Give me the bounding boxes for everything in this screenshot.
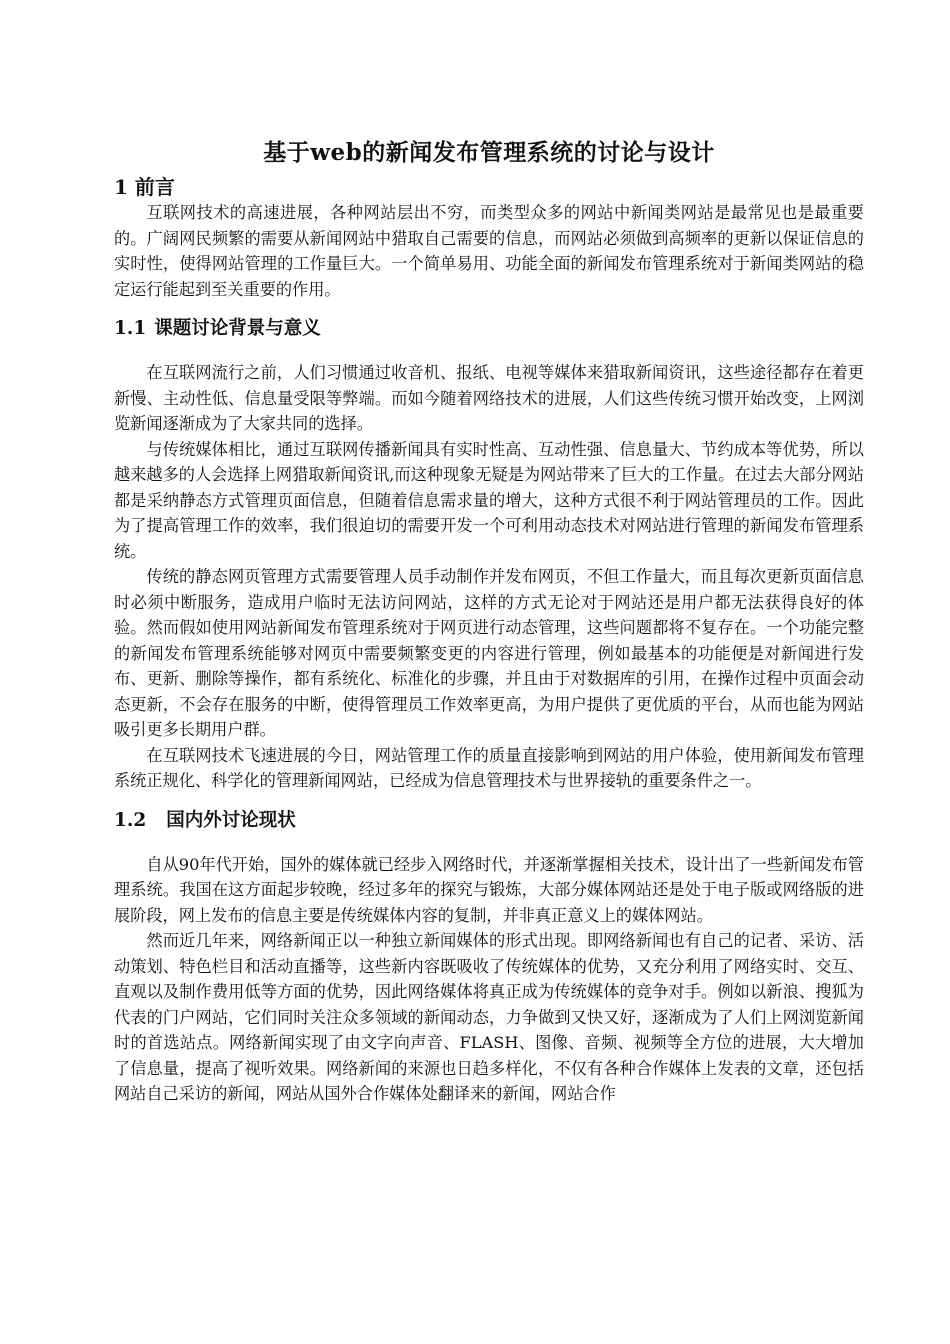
document-page: [114, 126, 864, 1107]
paragraph: 传统的静态网页管理方式需要管理人员手动制作并发布网页，不但工作量大，而且每次更新页面信息时必须中断服务，造成用户临时无法访问网站，这样的方式无论对于网站还是用户都无法获得良好的体验。然而假如使用网站新闻发布管理系统对于网页进行动态管理，这些问题都将不复存在。一个功能完整的新闻发布管理系统能够对网页中需要频繁变更的内容进行管理，例如最基本的功能便是对新闻进行发布、更新、删除等操作，都有系统化、标准化的步骤，并且由于对数据库的引用，在操作过程中页面会动态更新，不会存在服务的中断，使得管理员工作效率更高，为用户提供了更优质的平台，从而也能为网站吸引更多长期用户群。: [114, 567, 864, 739]
paragraph: 互联网技术的高速进展，各种网站层出不穷，而类型众多的网站中新闻类网站是最常见也是最重要的。广阔网民频繁的需要从新闻网站中猎取自己需要的信息，而网站必须做到高频率的更新以保证信息的实时性，使得网站管理的工作量巨大。一个简单易用、功能全面的新闻发布管理系统对于新闻类网站的稳定运行能起到至关重要的作用。: [114, 203, 864, 299]
paragraph: 在互联网流行之前，人们习惯通过收音机、报纸、电视等媒体来猎取新闻资讯，这些途径都存在着更新慢、主动性低、信息量受限等弊端。而如今随着网络技术的进展，人们这些传统习惯开始改变，上网浏览新闻逐渐成为了大家共同的选择。: [114, 363, 864, 433]
paragraph: 自从90年代开始，国外的媒体就已经步入网络时代，并逐渐掌握相关技术，设计出了一些新闻发布管理系统。我国在这方面起步较晚，经过多年的探究与锻炼，大部分媒体网站还是处于电子版或网络版的进展阶段，网上发布的信息主要是传统媒体内容的复制，并非真正意义上的媒体网站。: [114, 854, 864, 925]
section-heading-text: 课题讨论背景与意义: [154, 318, 321, 339]
paragraph: 在互联网技术飞速进展的今日，网站管理工作的质量直接影响到网站的用户体验，使用新闻发布管理系统正规化、科学化的管理新闻网站，已经成为信息管理技术与世界接轨的重要条件之一。: [114, 745, 864, 790]
section-heading-preface: 1 前言: [114, 175, 175, 199]
section-number: 1.2: [114, 809, 147, 831]
section-heading-background: [114, 316, 864, 342]
section-number: 1.1: [114, 318, 147, 339]
section-heading-status: [114, 808, 864, 834]
paragraph: 与传统媒体相比，通过互联网传播新闻具有实时性高、互动性强、信息量大、节约成本等优势，所以越来越多的人会选择上网猎取新闻资讯,而这种现象无疑是为网站带来了巨大的工作量。在过去大部分网站都是采纳静态方式管理页面信息，但随着信息需求量的增大，这种方式很不利于网站管理员的工作。因此为了提高管理工作的效率，我们很迫切的需要开发一个可利用动态技术对网站进行管理的新闻发布管理系统。: [114, 439, 864, 561]
paragraph: 然而近几年来，网络新闻正以一种独立新闻媒体的形式出现。即网络新闻也有自己的记者、采访、活动策划、特色栏目和活动直播等，这些新内容既吸收了传统媒体的优势，又充分利用了网络实时、交互、直观以及制作费用低等方面的优势，因此网络媒体将真正成为传统媒体的竞争对手。例如以新浪、搜狐为代表的门户网站，它们同时关注众多领域的新闻动态，力争做到又快又好，逐渐成为了人们上网浏览新闻时的首选站点。网络新闻实现了由文字向声音、FLASH、图像、音频、视频等全方位的进展，大大增加了信息量，提高了视听效果。网络新闻的来源也日趋多样化，不仅有各种合作媒体上发表的文章，还包括网站自己采访的新闻，网站从国外合作媒体处翻译来的新闻，网站合作: [114, 931, 864, 1103]
document-title: 基于web的新闻发布管理系统的讨论与设计: [263, 139, 715, 166]
section-heading-text: 国内外讨论现状: [166, 809, 296, 831]
